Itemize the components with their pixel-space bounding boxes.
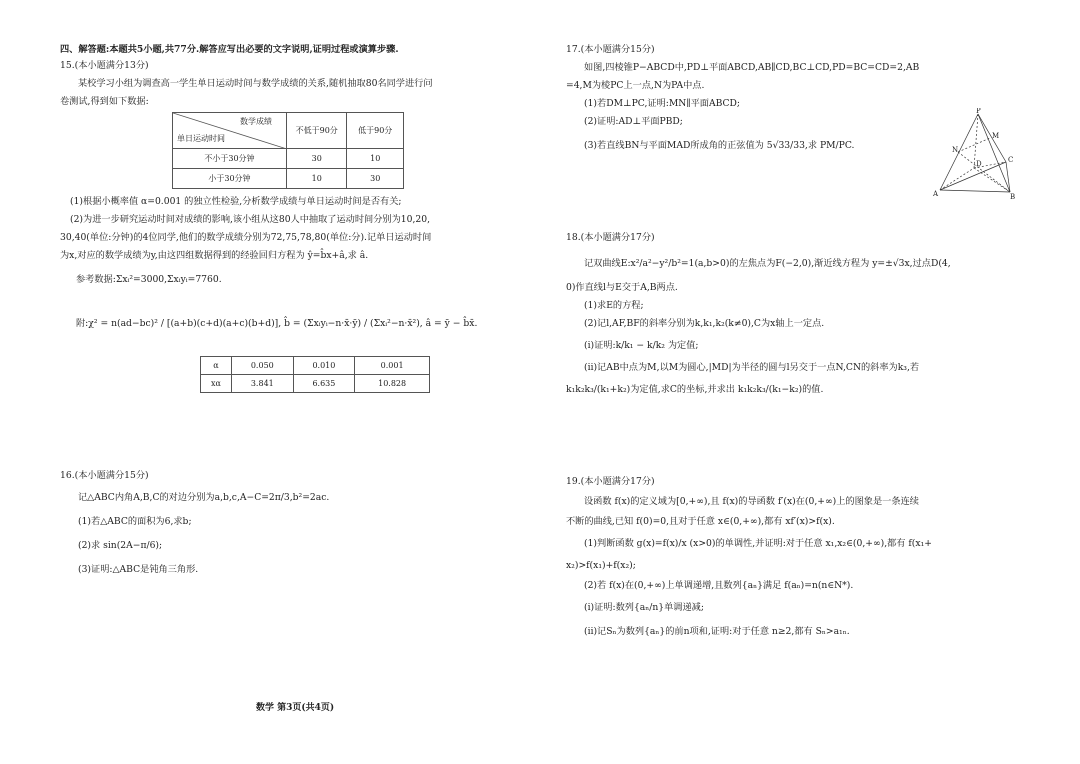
- table-cell: 30: [347, 169, 404, 189]
- q15-heading: 15.(本小题满分13分): [60, 60, 149, 71]
- q19-intro-line1: 设函数 f(x)的定义域为[0,+∞),且 f(x)的导函数 f′(x)在(0,+∞)上的图象是一条连续: [584, 496, 919, 507]
- q16-part1: (1)若△ABC的面积为6,求b;: [78, 516, 192, 527]
- q18-intro-line2: 0)作直线l与E交于A,B两点.: [566, 282, 678, 293]
- q18-part2ii-line2: k₁k₂k₃/(k₁+k₂)为定值,求C的坐标,并求出 k₁k₂k₃/(k₁−k₂)的值.: [566, 384, 824, 395]
- figure-label: B: [1010, 193, 1016, 200]
- q15-reference-data: 参考数据:Σxᵢ²=3000,Σxᵢyᵢ=7760.: [76, 274, 222, 285]
- q15-intro-line1: 某校学习小组为调查高一学生单日运动时间与数学成绩的关系,随机抽取80名同学进行问: [78, 78, 433, 89]
- table-cell: 0.001: [355, 357, 430, 375]
- figure-label: M: [992, 132, 1000, 140]
- corner-bottom-label: 单日运动时间: [177, 134, 225, 144]
- q19-part1-line2: x₂)>f(x₁)+f(x₂);: [566, 560, 636, 571]
- alpha-table: [200, 356, 430, 393]
- figure-label: D: [976, 160, 982, 168]
- q17-intro-line2: =4,M为棱PC上一点,N为PA中点.: [566, 80, 705, 91]
- table-row: [201, 375, 430, 393]
- figure-label: N: [952, 146, 959, 154]
- table-col-header: 不低于90分: [286, 113, 347, 149]
- q18-part2i: (ⅰ)证明:k/k₁ − k/k₂ 为定值;: [584, 340, 699, 351]
- corner-top-label: 数学成绩: [239, 117, 272, 126]
- q18-part1: (1)求E的方程;: [584, 300, 644, 311]
- page-footer: 数学 第3页(共4页): [256, 703, 335, 713]
- q19-intro-line2: 不断的曲线,已知 f(0)=0,且对于任意 x∈(0,+∞),都有 xf′(x)>f(x).: [566, 516, 835, 527]
- table-cell: 3.841: [232, 375, 294, 393]
- figure-label: C: [1008, 156, 1014, 164]
- q17-part2: (2)证明:AD⊥平面PBD;: [584, 116, 683, 127]
- q19-part2: (2)若 f(x)在(0,+∞)上单调递增,且数列{aₙ}满足 f(aₙ)=n(n∈N*).: [584, 580, 854, 591]
- q17-part1: (1)若DM⊥PC,证明:MN∥平面ABCD;: [584, 98, 741, 109]
- table-row: [173, 149, 404, 169]
- section-title: 四、解答题:本题共5小题,共77分.解答应写出必要的文字说明,证明过程或演算步骤.: [60, 44, 399, 55]
- table-row-label: xα: [201, 375, 232, 393]
- q18-intro-line1: 记双曲线E:x²/a²−y²/b²=1(a,b>0)的左焦点为F(−2,0),渐近线方程为 y=±√3x,过点D(4,: [584, 258, 951, 269]
- q15-part2-line2: 30,40(单位:分钟)的4位同学,他们的数学成绩分别为72,75,78,80(单位:分).记单日运动时间: [60, 232, 432, 243]
- table-cell: 10: [347, 149, 404, 169]
- table-row: [173, 169, 404, 189]
- q17-part3: (3)若直线BN与平面MAD所成角的正弦值为 5√33/33,求 PM/PC.: [584, 140, 855, 151]
- contingency-table: [172, 112, 404, 189]
- table-row-label: α: [201, 357, 232, 375]
- q15-formula: 附:χ² = n(ad−bc)² / [(a+b)(c+d)(a+c)(b+d)], b̂ = (Σxᵢyᵢ−n·x̄·ȳ) / (Σxᵢ²−n·x̄²), â = ȳ − b̂x̄.: [76, 318, 478, 329]
- table-col-header: 低于90分: [347, 113, 404, 149]
- table-cell: 10: [286, 169, 347, 189]
- table-row-label: 小于30分钟: [173, 169, 287, 189]
- q15-part1: (1)根据小概率值 α=0.001 的独立性检验,分析数学成绩与单日运动时间是否有关;: [70, 196, 402, 207]
- q19-heading: 19.(本小题满分17分): [566, 476, 655, 487]
- q16-heading: 16.(本小题满分15分): [60, 470, 149, 481]
- q18-part2ii-line1: (ⅱ)记AB中点为M,以M为圆心,|MD|为半径的圆与l另交于一点N,CN的斜率为k₃,若: [584, 362, 920, 373]
- q15-part2-line3: 为x,对应的数学成绩为y,由这四组数据得到的经验回归方程为 ŷ=b̂x+â,求 â.: [60, 250, 369, 261]
- table-row: [201, 357, 430, 375]
- q18-heading: 18.(本小题满分17分): [566, 232, 655, 243]
- figure-label: A: [933, 190, 939, 198]
- q15-part2-line1: (2)为进一步研究运动时间对成绩的影响,该小组从这80人中抽取了运动时间分别为10,20,: [70, 214, 431, 225]
- table-cell: 6.635: [293, 375, 355, 393]
- q15-intro-line2: 卷测试,得到如下数据:: [60, 96, 149, 107]
- q19-part1-line1: (1)判断函数 g(x)=f(x)/x (x>0)的单调性,并证明:对于任意 x₁,x₂∈(0,+∞),都有 f(x₁+: [584, 538, 932, 549]
- q16-part2: (2)求 sin(2A−π/6);: [78, 540, 163, 551]
- table-cell: 30: [286, 149, 347, 169]
- q17-intro-line1: 如图,四棱锥P−ABCD中,PD⊥平面ABCD,AB∥CD,BC⊥CD,PD=BC=CD=2,AB: [584, 62, 920, 73]
- figure-label: P: [976, 108, 981, 115]
- q19-part2i: (ⅰ)证明:数列{aₙ/n}单调递减;: [584, 602, 704, 613]
- q16-intro: 记△ABC内角A,B,C的对边分别为a,b,c,A−C=2π/3,b²=2ac.: [78, 492, 330, 503]
- table-row-label: 不小于30分钟: [173, 149, 287, 169]
- q18-part2: (2)记l,AF,BF的斜率分别为k,k₁,k₂(k≠0),C为x轴上一定点.: [584, 318, 825, 329]
- q16-part3: (3)证明:△ABC是钝角三角形.: [78, 564, 199, 575]
- table-cell: 0.050: [232, 357, 294, 375]
- table-cell: 0.010: [293, 357, 355, 375]
- table-corner-cell: [173, 113, 287, 149]
- q17-heading: 17.(本小题满分15分): [566, 44, 655, 55]
- q19-part2ii: (ⅱ)记Sₙ为数列{aₙ}的前n项和,证明:对于任意 n≥2,都有 Sₙ>a₁ₙ.: [584, 626, 850, 637]
- table-cell: 10.828: [355, 375, 430, 393]
- pyramid-figure: [918, 108, 1028, 200]
